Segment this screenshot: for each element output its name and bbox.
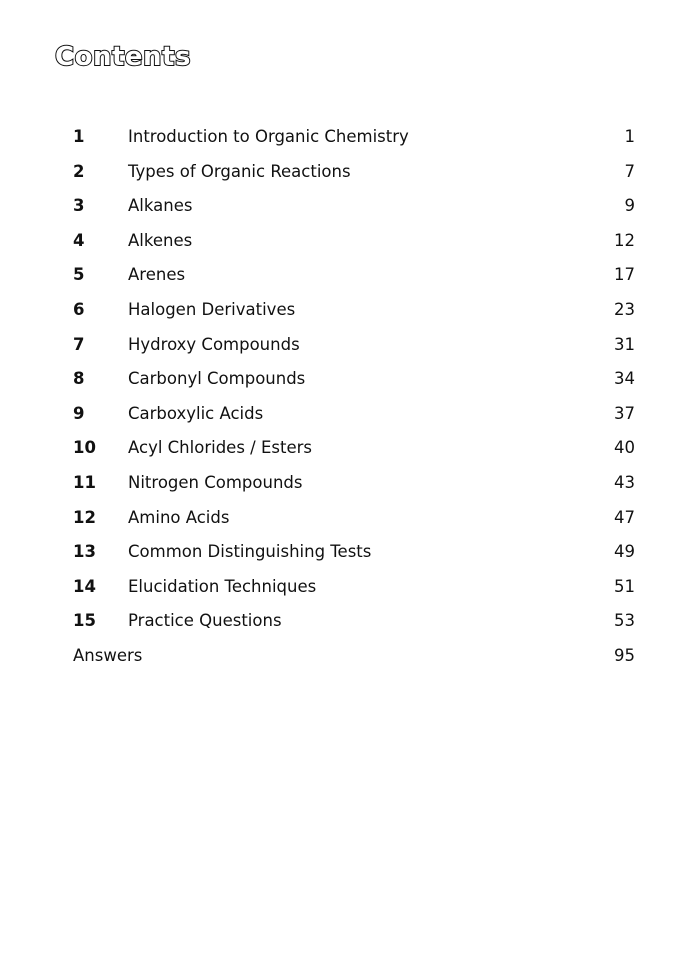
toc-entry-title: Arenes (128, 265, 186, 285)
toc-entry-number: 9 (73, 403, 85, 423)
toc-entry-title: Alkanes (128, 196, 193, 216)
toc-entry-page: 7 (624, 161, 635, 181)
toc-entry-6[interactable] (73, 293, 635, 328)
toc-entry-title: Practice Questions (128, 611, 282, 631)
toc-entry-title: Carboxylic Acids (128, 403, 264, 423)
toc-entry-number: 12 (73, 507, 96, 527)
toc-entry-12[interactable] (73, 501, 635, 536)
toc-answers-page: 95 (614, 645, 635, 665)
toc-entry-number: 1 (73, 127, 85, 147)
toc-entry-2[interactable] (73, 155, 635, 190)
toc-entry-page: 31 (614, 334, 635, 354)
toc-entry-title: Amino Acids (128, 507, 230, 527)
toc-entry-page: 47 (614, 507, 635, 527)
toc-entry-page: 43 (614, 472, 635, 492)
toc-entry-title: Common Distinguishing Tests (128, 542, 372, 562)
toc-entry-title: Carbonyl Compounds (128, 369, 306, 389)
toc-answers-title: Answers (73, 645, 143, 665)
toc-entry-page: 1 (624, 127, 635, 147)
toc-entry-title: Alkenes (128, 230, 193, 250)
toc-entry-5[interactable] (73, 258, 635, 293)
toc-entry-title: Nitrogen Compounds (128, 472, 303, 492)
toc-entry-11[interactable] (73, 466, 635, 501)
toc-entry-page: 53 (614, 611, 635, 631)
toc-entry-page: 40 (614, 438, 635, 458)
toc-entry-title: Hydroxy Compounds (128, 334, 300, 354)
toc-entry-9[interactable] (73, 397, 635, 432)
toc-entry-number: 10 (73, 438, 96, 458)
toc-entry-15[interactable] (73, 604, 635, 639)
toc-entry-4[interactable] (73, 224, 635, 259)
toc-entry-page: 49 (614, 542, 635, 562)
toc-entry-number: 2 (73, 161, 85, 181)
toc-entry-page: 9 (624, 196, 635, 216)
toc-entry-7[interactable] (73, 328, 635, 363)
toc-entry-number: 6 (73, 300, 85, 320)
toc-entry-3[interactable] (73, 189, 635, 224)
toc-entry-number: 15 (73, 611, 96, 631)
toc-entry-title: Halogen Derivatives (128, 300, 296, 320)
toc-entry-14[interactable] (73, 570, 635, 605)
toc-entry-number: 3 (73, 196, 85, 216)
toc-entry-number: 13 (73, 542, 96, 562)
toc-entry-page: 17 (614, 265, 635, 285)
toc-entry-page: 37 (614, 403, 635, 423)
toc-entry-number: 11 (73, 472, 96, 492)
toc-entry-page: 23 (614, 300, 635, 320)
toc-entry-number: 14 (73, 576, 96, 596)
toc-entry-8[interactable] (73, 362, 635, 397)
table-of-contents (73, 120, 635, 674)
toc-entry-page: 12 (614, 230, 635, 250)
toc-entry-10[interactable] (73, 431, 635, 466)
toc-entry-number: 8 (73, 369, 85, 389)
toc-entry-1[interactable] (73, 120, 635, 155)
toc-entry-title: Types of Organic Reactions (128, 161, 351, 181)
toc-entry-page: 34 (614, 369, 635, 389)
toc-entry-answers[interactable] (73, 639, 635, 674)
page-title: Contents (55, 42, 191, 72)
toc-entry-title: Acyl Chlorides / Esters (128, 438, 312, 458)
toc-entry-title: Elucidation Techniques (128, 576, 317, 596)
toc-entry-number: 5 (73, 265, 85, 285)
toc-entry-number: 7 (73, 334, 85, 354)
toc-entry-13[interactable] (73, 535, 635, 570)
toc-entry-number: 4 (73, 230, 85, 250)
toc-entry-title: Introduction to Organic Chemistry (128, 127, 409, 147)
toc-entry-page: 51 (614, 576, 635, 596)
